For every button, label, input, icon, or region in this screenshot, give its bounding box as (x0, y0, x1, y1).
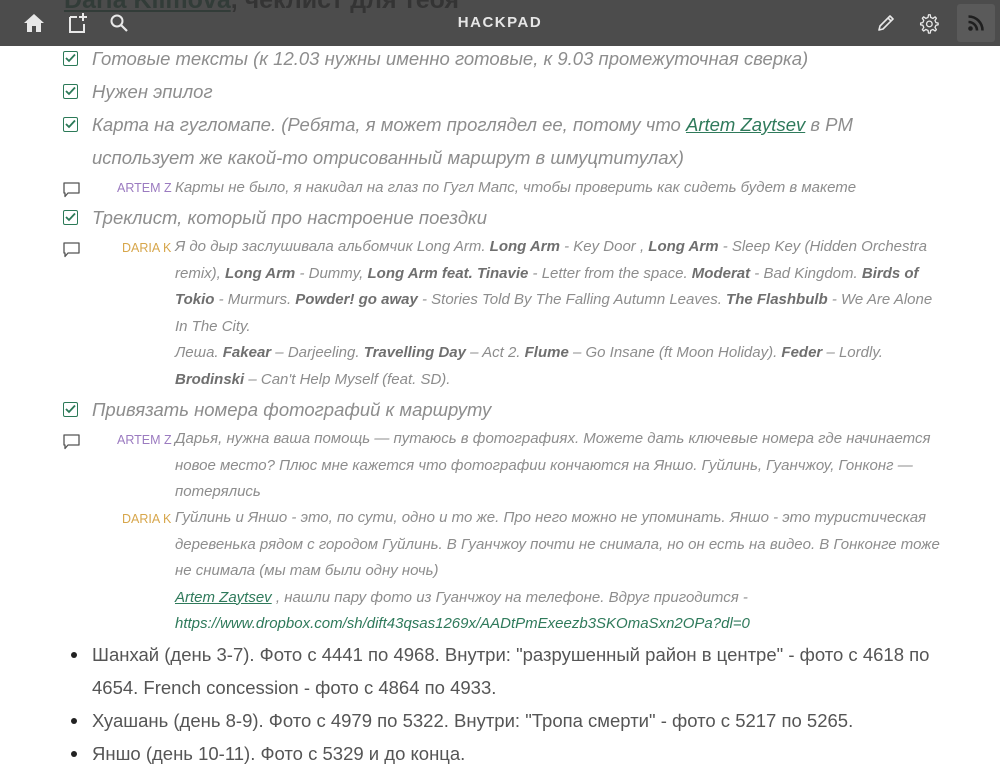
list-item[interactable]: Хуашань (день 8-9). Фото с 4979 по 5322. Внутри: "Тропа смерти" - фото с 5217 по 5265. (92, 710, 854, 731)
artist-name: Long Arm feat. Tinavie (367, 264, 529, 282)
comment-button[interactable] (63, 242, 80, 263)
comment-text-part: – Act 2. (465, 344, 525, 361)
search-icon (109, 13, 129, 33)
app-brand: HACKPAD (457, 14, 543, 31)
comment-text (175, 234, 940, 393)
bullet-dot (71, 652, 77, 658)
user-mention-link[interactable]: Artem Zaytsev (175, 588, 272, 606)
artist-name: Long Arm (225, 264, 296, 282)
comment-text-part: – Darjeeling. (271, 344, 364, 361)
gear-icon (918, 13, 939, 34)
dropbox-link[interactable]: https://www.dropbox.com/sh/dift43qsas1269x/AADtPmExeezb3SKOmaSxn2OPa?dl=0 (175, 615, 750, 632)
artist-name: Powder! go away (295, 291, 418, 308)
task-text[interactable]: Готовые тексты (к 12.03 нужны именно готовые, к 9.03 промежуточная сверка) (92, 48, 809, 69)
task-text[interactable]: Нужен эпилог (92, 81, 213, 102)
artist-name: Long Arm (648, 238, 719, 255)
task-checkbox[interactable] (63, 402, 78, 417)
comment-text-part: - We Are Alone In The City. (175, 291, 933, 335)
comment-text: Карты не было, я накидал на глаз по Гугл Мапс, чтобы проверить как сидеть будет в макете (175, 179, 857, 196)
comment-text: Дарья, нужна ваша помощь — путаюсь в фотографиях. Можете дать ключевые номера где начинается новое место? Плюс мне кажется что фотографии кончаются на Яншо. Гуйлинь, Гуанчжоу, Гонконг — потерялись (175, 430, 931, 500)
checkbox-checked-icon (65, 53, 76, 63)
comment-button[interactable] (63, 182, 80, 203)
comment-text-part: - Sleep Key (Hidden Orchestra remix), (175, 238, 928, 282)
comment-author: ARTEM Z (117, 181, 172, 195)
new-pad-icon (67, 12, 89, 34)
task-text[interactable]: Привязать номера фотографий к маршруту (92, 399, 492, 420)
artist-name: Moderat (691, 264, 751, 282)
comment-bubble-icon (63, 242, 80, 258)
task-checkbox[interactable] (63, 51, 78, 66)
comment-text-part: – Go Insane (ft Moon Holiday). (568, 344, 782, 361)
checkbox-checked-icon (65, 212, 76, 222)
artist-name: Fakear (222, 344, 272, 361)
task-text[interactable]: Треклист, который про настроение поездки (92, 207, 488, 228)
comment-button[interactable] (63, 434, 80, 455)
checkbox-checked-icon (65, 119, 76, 129)
artist-name: Birds of Tokio (175, 264, 919, 308)
task-checkbox[interactable] (63, 210, 78, 225)
pencil-icon (876, 13, 896, 33)
edit-button[interactable] (864, 0, 908, 46)
comment-text (175, 505, 940, 638)
comment-text-part: - Bad Kingdom. (750, 264, 862, 282)
task-text-part: в PM использует же какой-то отрисованный маршрут в шмуцтитулах) (92, 114, 853, 168)
new-pad-button[interactable] (56, 0, 100, 46)
comment-text-part: – Lordly. (822, 344, 883, 361)
home-button[interactable] (12, 0, 56, 46)
artist-name: The Flashbulb (726, 291, 828, 308)
list-item[interactable]: Яншо (день 10-11). Фото с 5329 и до конца. (92, 743, 466, 764)
comment-author: DARIA K (122, 512, 172, 526)
bullet-dot (71, 718, 77, 724)
search-button[interactable] (97, 0, 141, 46)
comment-author: DARIA K (122, 241, 172, 255)
comment-bubble-icon (63, 434, 80, 450)
comment-text-part: - Letter from the space. (528, 264, 692, 282)
comment-text-part: Леша. (175, 344, 223, 361)
comment-text-part: - Dummy, (295, 264, 368, 282)
task-checkbox[interactable] (63, 117, 78, 132)
bullet-dot (71, 751, 77, 757)
top-bar (0, 0, 1000, 46)
feed-button[interactable] (957, 4, 995, 42)
artist-name: Brodinski (175, 370, 245, 388)
list-item[interactable]: Шанхай (день 3-7). Фото с 4441 по 4968. Внутри: "разрушенный район в центре" - фото с 4618 по 4654. French concession - фото с 4864 по 4933. (92, 644, 930, 698)
artist-name: Long Arm (489, 238, 560, 255)
comment-text-part: Я до дыр заслушивала альбомчик Long Arm. (175, 238, 490, 255)
task-checkbox[interactable] (63, 84, 78, 99)
artist-name: Travelling Day (363, 344, 466, 361)
comment-bubble-icon (63, 182, 80, 198)
comment-text-part: - Stories Told By The Falling Autumn Leaves. (417, 291, 727, 308)
comment-text-part: - Murmurs. (214, 291, 296, 308)
comment-text-part: – Can't Help Myself (feat. SD). (244, 370, 451, 388)
artist-name: Flume (524, 344, 569, 361)
user-mention-link[interactable]: Artem Zaytsev (685, 114, 806, 135)
comment-text-part: - Key Door , (559, 238, 649, 255)
task-text-part: Карта на гугломапе. (Ребята, я может проглядел ее, потому что (92, 114, 686, 135)
comment-text-part: , нашли пару фото из Гуанчжоу на телефоне. Вдруг пригодится - (271, 588, 748, 606)
checkbox-checked-icon (65, 404, 76, 414)
comment-author: ARTEM Z (117, 433, 172, 447)
settings-button[interactable] (906, 0, 950, 46)
home-icon (23, 13, 45, 33)
task-text[interactable] (92, 108, 952, 174)
rss-icon (967, 14, 985, 32)
checkbox-checked-icon (65, 86, 76, 96)
comment-text-part: Гуйлинь и Яншо - это, по сути, одно и то же. Про него можно не упоминать. Яншо - это туристическая деревенька рядом с городом Гуйлинь. В Гуанчжоу почти не снимала, но он есть на видео. В Гонконге тоже не снимала (мы там были одну ночь) (175, 509, 940, 579)
artist-name: Feder (781, 344, 823, 361)
